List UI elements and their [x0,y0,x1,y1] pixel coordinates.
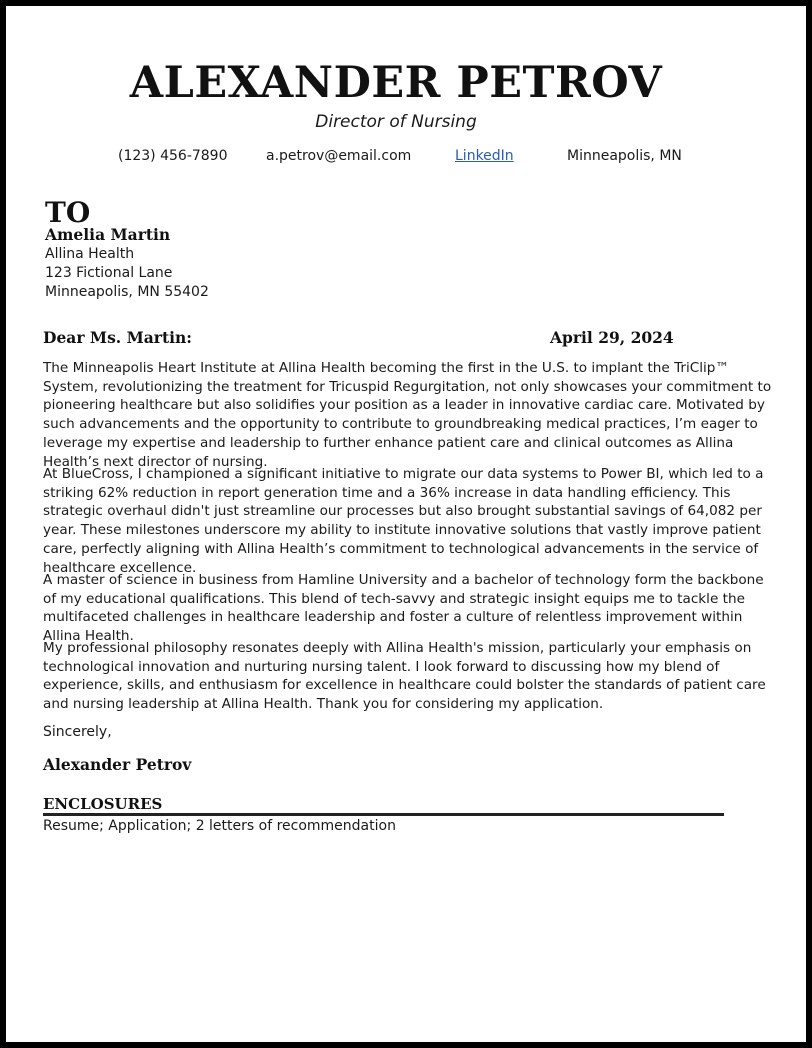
enclosures-divider [43,813,724,816]
enclosures-heading: ENCLOSURES [43,795,163,813]
contact-phone: (123) 456-7890 [118,148,228,164]
cover-letter-page [6,6,806,1042]
signature-name: Alexander Petrov [43,755,192,774]
recipient-street: 123 Fictional Lane [45,265,173,281]
applicant-job-title: Director of Nursing [315,112,477,132]
body-paragraph-4: My professional philosophy resonates deeply with Allina Health's mission, particularly your emphasis on technological innovation and nurturing nursing talent. I look forward to discussing how my blend of experience, skills, and enthusiasm for excellence in healthcare could bolster the standards of patient care and nursing leadership at Allina Health. Thank you for considering my application. [43,640,766,713]
letter-date: April 29, 2024 [550,328,674,347]
enclosures-list: Resume; Application; 2 letters of recommendation [43,818,396,834]
body-paragraph-2: At BlueCross, I championed a significant initiative to migrate our data systems to Power BI, which led to a striking 62% reduction in report generation time and a 36% increase in data handling efficiency. This strategic overhaul didn't just streamline our processes but also brought substantial savings of 64,082 per year. These milestones underscore my ability to institute innovative solutions that vastly improve patient care, perfectly aligning with Allina Health’s commitment to technological advancements in the service of healthcare excellence. [43,466,764,576]
salutation: Dear Ms. Martin: [43,328,192,347]
body-paragraph-1: The Minneapolis Heart Institute at Allina Health becoming the first in the U.S. to implant the TriClip™ System, revolutionizing the treatment for Tricuspid Regurgitation, not only showcases your commitment to pioneering healthcare but also solidifies your position as a leader in innovative cardiac care. Motivated by such advancements and the opportunity to contribute to groundbreaking medical practices, I’m eager to leverage my expertise and leadership to further enhance patient care and clinical outcomes as Allina Health’s next director of nursing. [43,360,772,470]
applicant-name: ALEXANDER PETROV [129,58,663,108]
linkedin-link[interactable]: LinkedIn [455,148,514,164]
contact-email[interactable]: a.petrov@email.com [266,148,412,164]
recipient-heading: TO [45,196,91,229]
contact-location: Minneapolis, MN [567,148,682,164]
recipient-company: Allina Health [45,246,135,262]
recipient-city: Minneapolis, MN 55402 [45,284,209,300]
body-paragraph-3: A master of science in business from Hamline University and a bachelor of technology form the backbone of my educational qualifications. This blend of tech-savvy and strategic insight equips me to tackle the multifaceted challenges in healthcare leadership and foster a culture of relentless improvement within Allina Health. [43,572,764,645]
closing: Sincerely, [43,724,112,740]
recipient-name: Amelia Martin [45,225,171,244]
